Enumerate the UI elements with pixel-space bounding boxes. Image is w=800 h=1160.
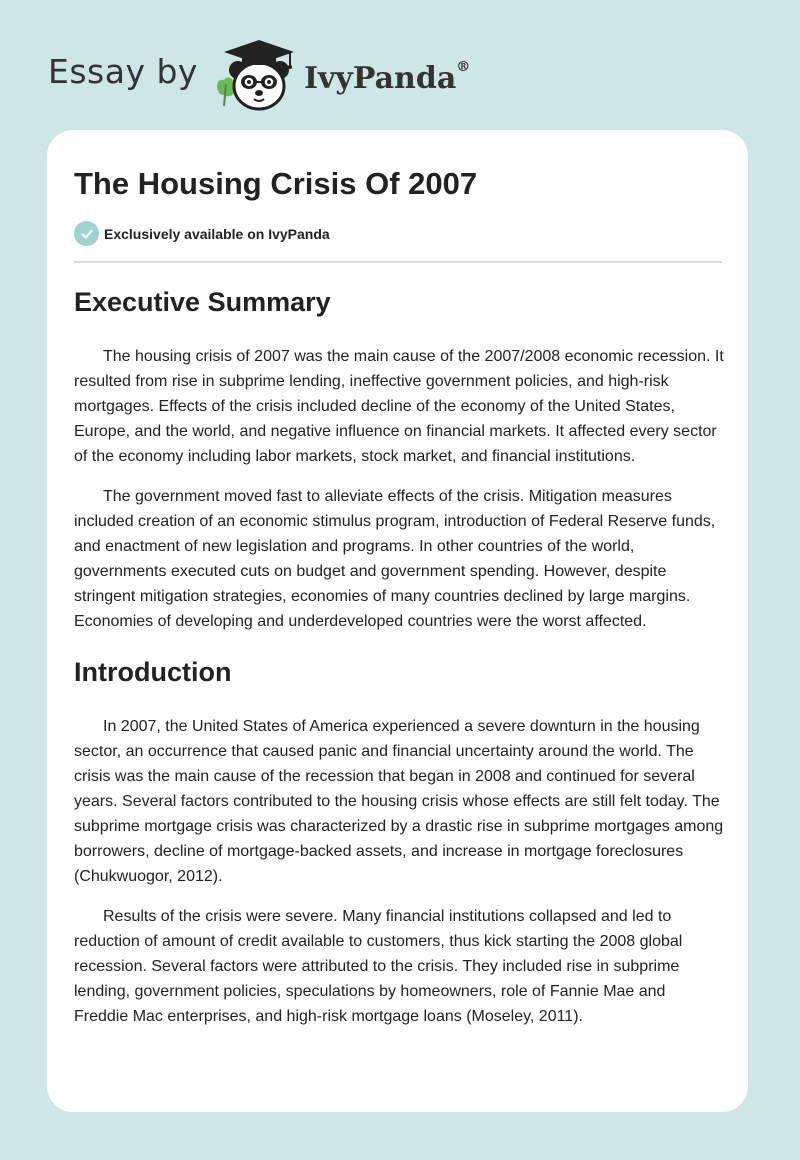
essay-content [74, 280, 724, 1044]
paragraph: In 2007, the United States of America experienced a severe downturn in the housing sector, an occurrence that caused panic and financial uncertainty around the world. The crisis was the main cause of the recession that began in 2008 and continued for several years. Several factors contributed to the housing crisis whose effects are still felt today. The subprime mortgage crisis was characterized by a drastic rise in subprime mortgages among borrowers, decline of mortgage-backed assets, and increase in mortgage foreclosures (Chukwuogor, 2012). [74, 718, 724, 885]
divider [74, 261, 722, 263]
paragraph: Results of the crisis were severe. Many financial institutions collapsed and led to reduction of amount of credit available to customers, thus kick starting the 2008 global recession. Several factors were attributed to the crisis. They included rise in subprime lending, government policies, speculations by homeowners, role of Fannie Mae and Freddie Mac enterprises, and high-risk mortgage loans (Moseley, 2011). [74, 908, 683, 1025]
ivypanda-wordmark[interactable] [303, 58, 471, 96]
exclusive-badge [74, 221, 330, 246]
registered-mark: ® [456, 58, 471, 75]
paragraph: The government moved fast to alleviate effects of the crisis. Mitigation measures included creation of an economic stimulus program, introduction of Federal Reserve funds, and enactment of new legislation and programs. In other countries of the world, governments executed cuts on budget and government spending. However, despite stringent mitigation strategies, economies of many countries declined by large margins. Economies of developing and underdeveloped countries were the worst affected. [74, 488, 716, 630]
essay-card [47, 130, 748, 1112]
badge-text: Exclusively available on IvyPanda [104, 225, 330, 242]
paragraph: The housing crisis of 2007 was the main cause of the 2007/2008 economic recession. It resulted from rise in subprime lending, ineffective government policies, and high-risk mortgages. Effects of the crisis included decline of the economy of the United States, Europe, and the world, and negative influence on financial markets. It affected every sector of the economy including labor markets, stock market, and financial institutions. [74, 348, 724, 465]
essay-by-label: Essay by [48, 51, 198, 91]
check-icon [74, 221, 99, 246]
site-header [48, 34, 470, 114]
section-heading-introduction: Introduction [74, 657, 232, 687]
brand-name-text: IvyPanda [303, 60, 457, 96]
page-title: The Housing Crisis Of 2007 [74, 166, 478, 201]
section-heading-executive-summary: Executive Summary [74, 287, 331, 317]
panda-logo-icon[interactable] [210, 36, 302, 112]
